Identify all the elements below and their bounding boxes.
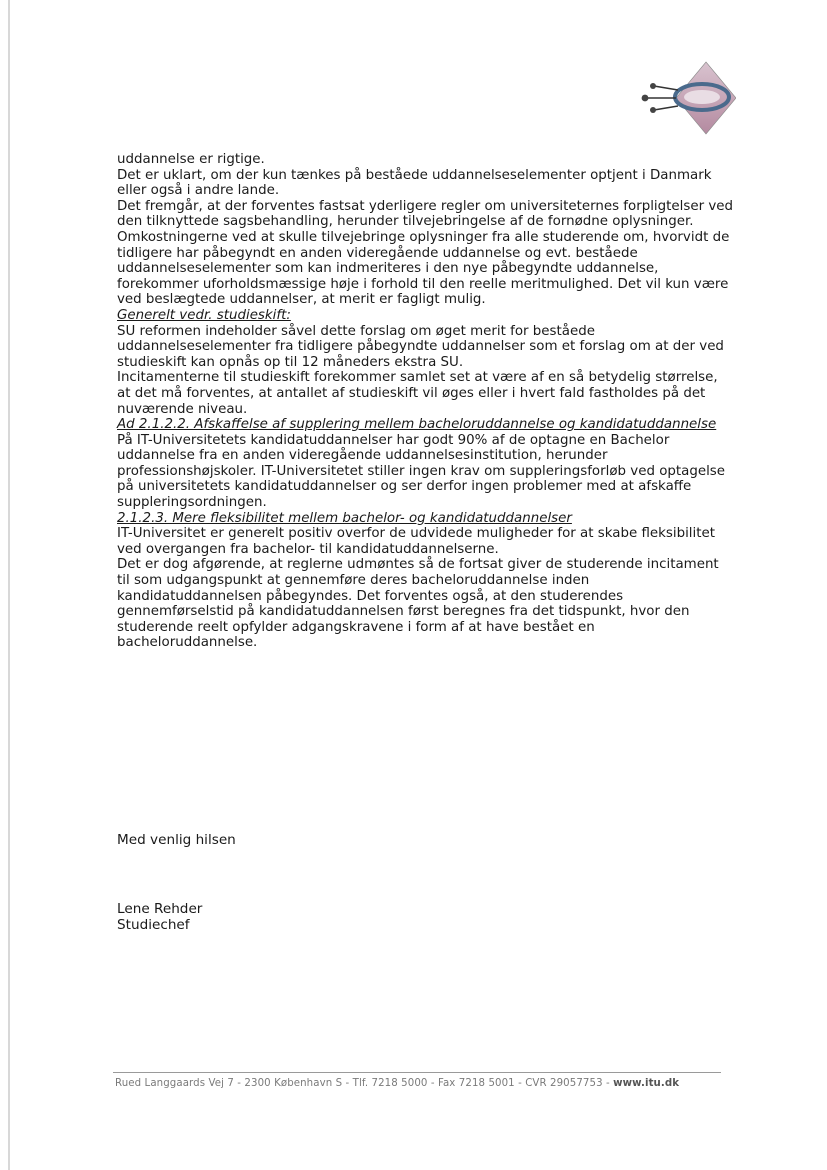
footer-address: Rued Langgaards Vej 7 - 2300 København S - Tlf. 7218 5000 - Fax 7218 5001 - CVR 29057753 -	[115, 1078, 614, 1089]
itu-logo-icon	[636, 60, 736, 136]
section1-paragraph-1: SU reformen indeholder såvel dette forslag om øget merit for beståede uddannelseselementer fra tidligere påbegyndte uddannelser som et forslag om at der ved studieskift kan opnås op til 12 måneders ekstra SU.	[117, 323, 724, 370]
footer	[115, 1078, 735, 1089]
signature-block	[117, 901, 202, 933]
page-edge	[8, 0, 10, 1170]
closing-greeting: Med venlig hilsen	[117, 832, 236, 848]
signature-title: Studiechef	[117, 917, 190, 933]
intro-paragraph-2: Det er uklart, om der kun tænkes på beståede uddannelseselementer optjent i Danmark eller også i andre lande.	[117, 167, 712, 199]
footer-divider	[113, 1072, 721, 1073]
section-heading-fleksibilitet: 2.1.2.3. Mere fleksibilitet mellem bachelor- og kandidatuddannelser	[117, 510, 572, 526]
intro-paragraph-4: Omkostningerne ved at skulle tilvejebringe oplysninger fra alle studerende om, hvorvidt de tidligere har påbegyndt en anden videregående uddannelse og evt. beståede uddannelseselementer som kan indmeriteres i den nye påbegyndte uddannelse, forekommer uforholdsmæssige høje i forhold til den reelle meritmulighed. Det vil kun være ved beslægtede uddannelser, at merit er fagligt mulig.	[117, 229, 730, 308]
section3-paragraph-2: Det er dog afgørende, at reglerne udmøntes så de fortsat giver de studerende incitament til som udgangspunkt at gennemføre deres bacheloruddannelse inden kandidatuddannelsen påbegyndes. Det forventes også, at den studerendes gennemførselstid på kandidatuddannelsen først beregnes fra det tidspunkt, hvor den studerende reelt opfylder adgangskravene i form af at have bestået en bacheloruddannelse.	[117, 557, 719, 651]
footer-website-link[interactable]: www.itu.dk	[613, 1078, 680, 1089]
section-heading-supplering: Ad 2.1.2.2. Afskaffelse af supplering mellem bacheloruddannelse og kandidatuddannelse	[117, 417, 717, 433]
letter-body	[117, 152, 735, 651]
section3-paragraph-1: IT-Universitet er generelt positiv overfor de udvidede muligheder for at skabe fleksibilitet ved overgangen fra bachelor- til kandidatuddannelserne.	[117, 526, 715, 557]
intro-paragraph-3: Det fremgår, at der forventes fastsat yderligere regler om universiteternes forpligtelser ved den tilknyttede sagsbehandling, herunder tilvejebringelse af de fornødne oplysninger.	[117, 198, 734, 230]
section-heading-studieskift: Generelt vedr. studieskift:	[117, 307, 291, 323]
signature-name: Lene Rehder	[117, 901, 203, 917]
section2-paragraph-1: På IT-Universitetets kandidatuddannelser har godt 90% af de optagne en Bachelor uddannelse fra en anden videregående uddannelsesinstitution, herunder professionshøjskoler. IT-Universitetet stiller ingen krav om suppleringsforløb ved optagelse på universitetets kandidatuddannelser og ser derfor ingen problemer med at afskaffe suppleringsordningen.	[117, 432, 726, 511]
intro-paragraph-1: uddannelse er rigtige.	[117, 152, 265, 167]
section1-paragraph-2: Incitamenterne til studieskift forekommer samlet set at være af en så betydelig størrelse, at det må forventes, at antallet af studieskift vil øges eller i hvert fald fastholdes på det nuværende niveau.	[117, 370, 718, 417]
